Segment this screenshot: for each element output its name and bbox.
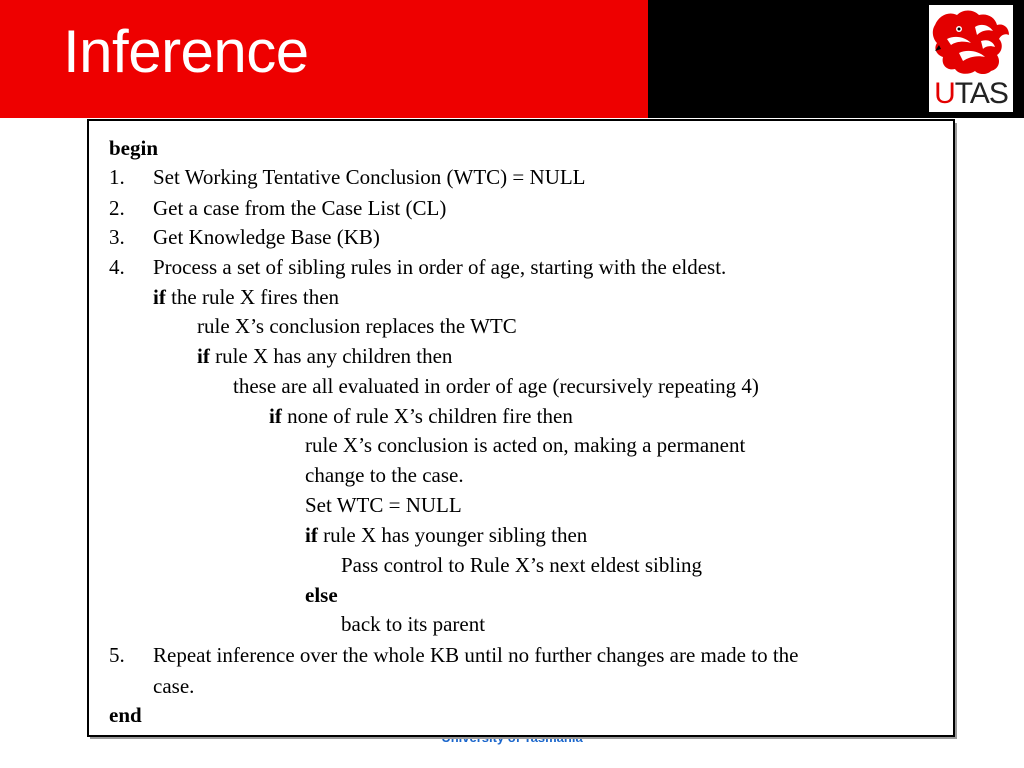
slide-title: Inference [63, 18, 309, 85]
step-3-text: Get Knowledge Base (KB) [153, 225, 380, 249]
begin-keyword: begin [109, 136, 159, 160]
if-has-children-line: if rule X has any children then [197, 344, 453, 368]
step-1-text: Set Working Tentative Conclusion (WTC) = NULL [153, 165, 586, 189]
if-rule-fires-line: if the rule X fires then [153, 285, 340, 309]
step-2-text: Get a case from the Case List (CL) [153, 196, 447, 220]
utas-logo [929, 5, 1013, 112]
step-3-number: 3. [109, 225, 125, 249]
conclusion-replaces-line: rule X’s conclusion replaces the WTC [197, 314, 517, 338]
step-1-number: 1. [109, 165, 125, 189]
if-none-fire-line: if none of rule X’s children fire then [269, 404, 573, 428]
pass-control-line: Pass control to Rule X’s next eldest sibling [341, 553, 703, 577]
if-younger-sibling-line: if rule X has younger sibling then [305, 523, 588, 547]
acted-on-line-1: rule X’s conclusion is acted on, making a permanent [305, 433, 746, 457]
children-evaluated-line: these are all evaluated in order of age (recursively repeating 4) [233, 374, 759, 398]
step-4-text: Process a set of sibling rules in order of age, starting with the eldest. [153, 255, 727, 279]
step-5-number: 5. [109, 643, 125, 667]
step-2-number: 2. [109, 196, 125, 220]
else-keyword: else [305, 583, 338, 607]
step-5-continuation: case. [153, 674, 195, 698]
step-4-number: 4. [109, 255, 125, 279]
set-wtc-null-line: Set WTC = NULL [305, 493, 462, 517]
algorithm-box [87, 119, 955, 737]
utas-wordmark: UTAS [934, 77, 1008, 110]
lion-icon [929, 5, 1013, 79]
back-to-parent-line: back to its parent [341, 612, 486, 636]
acted-on-line-2: change to the case. [305, 463, 464, 487]
end-keyword: end [109, 703, 142, 727]
step-5-text: Repeat inference over the whole KB until no further changes are made to the [153, 643, 799, 667]
